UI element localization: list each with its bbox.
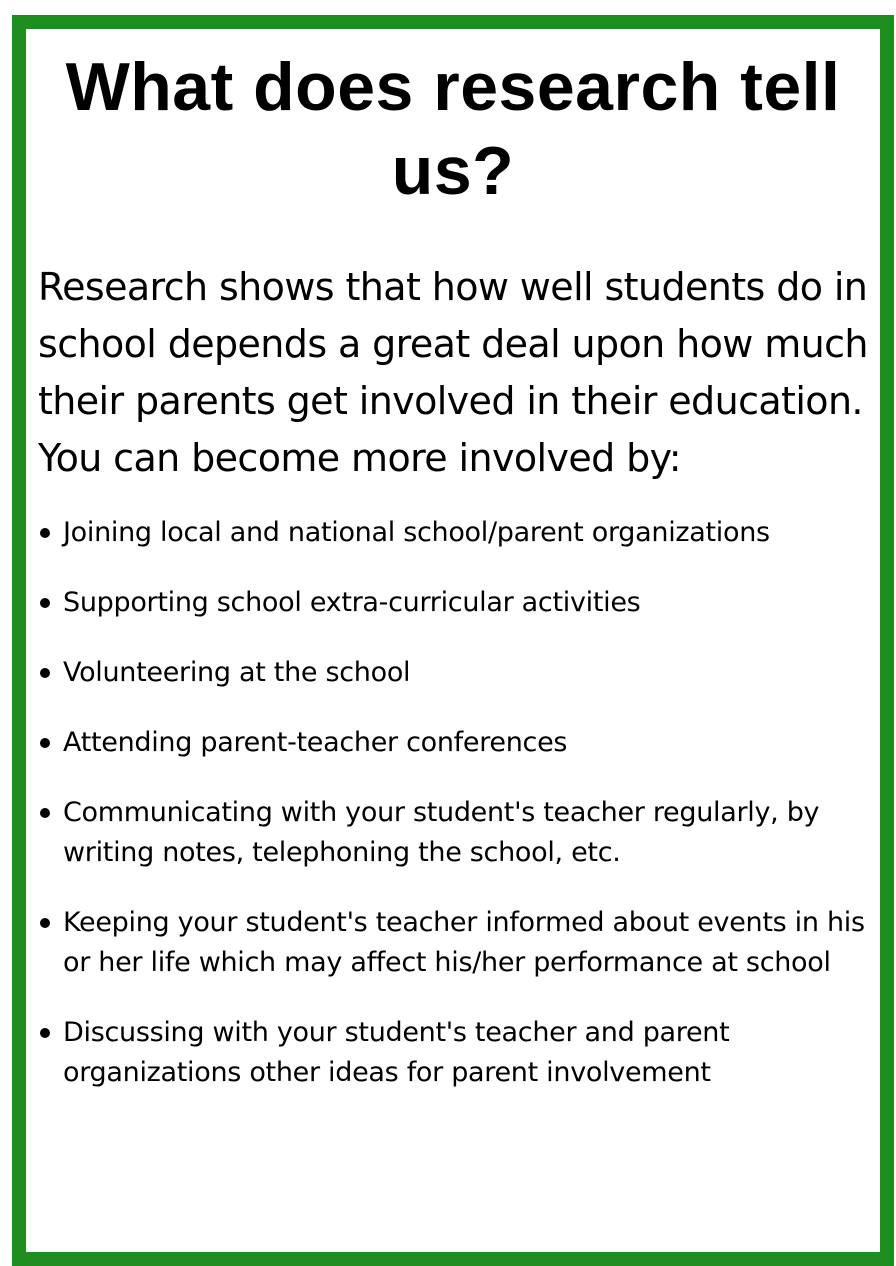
- list-item-text: Attending parent-teacher conferences: [63, 727, 568, 758]
- list-item: [38, 723, 868, 763]
- bullet-icon: [40, 1028, 50, 1038]
- page-title: What does research tell us?: [65, 49, 841, 209]
- list-item: [38, 903, 868, 983]
- bullet-icon: [40, 598, 50, 608]
- bullet-icon: [40, 918, 50, 928]
- bullet-icon: [40, 528, 50, 538]
- intro-paragraph: Research shows that how well students do in school depends a great deal upon how much their parents get involved in their education. You can become more involved by:: [38, 265, 868, 480]
- list-item: [38, 583, 868, 623]
- list-item-text: Discussing with your student's teacher and parent organizations other ideas for parent involvement: [63, 1017, 730, 1088]
- list-item: [38, 1013, 868, 1093]
- bullet-icon: [40, 808, 50, 818]
- list-item-text: Supporting school extra-curricular activities: [63, 587, 641, 618]
- list-item-text: Joining local and national school/parent organizations: [63, 517, 770, 548]
- list-item-text: Keeping your student's teacher informed about events in his or her life which may affect his/her performance at school: [63, 907, 865, 978]
- bullet-icon: [40, 668, 50, 678]
- list-item-text: Communicating with your student's teacher regularly, by writing notes, telephoning the school, etc.: [63, 797, 820, 868]
- bullet-icon: [40, 738, 50, 748]
- involvement-list: [38, 513, 868, 1093]
- list-item: [38, 793, 868, 873]
- list-item-text: Volunteering at the school: [63, 657, 411, 688]
- poster-frame: [12, 15, 894, 1266]
- poster-content: [38, 29, 868, 1252]
- list-item: [38, 513, 868, 553]
- list-item: [38, 653, 868, 693]
